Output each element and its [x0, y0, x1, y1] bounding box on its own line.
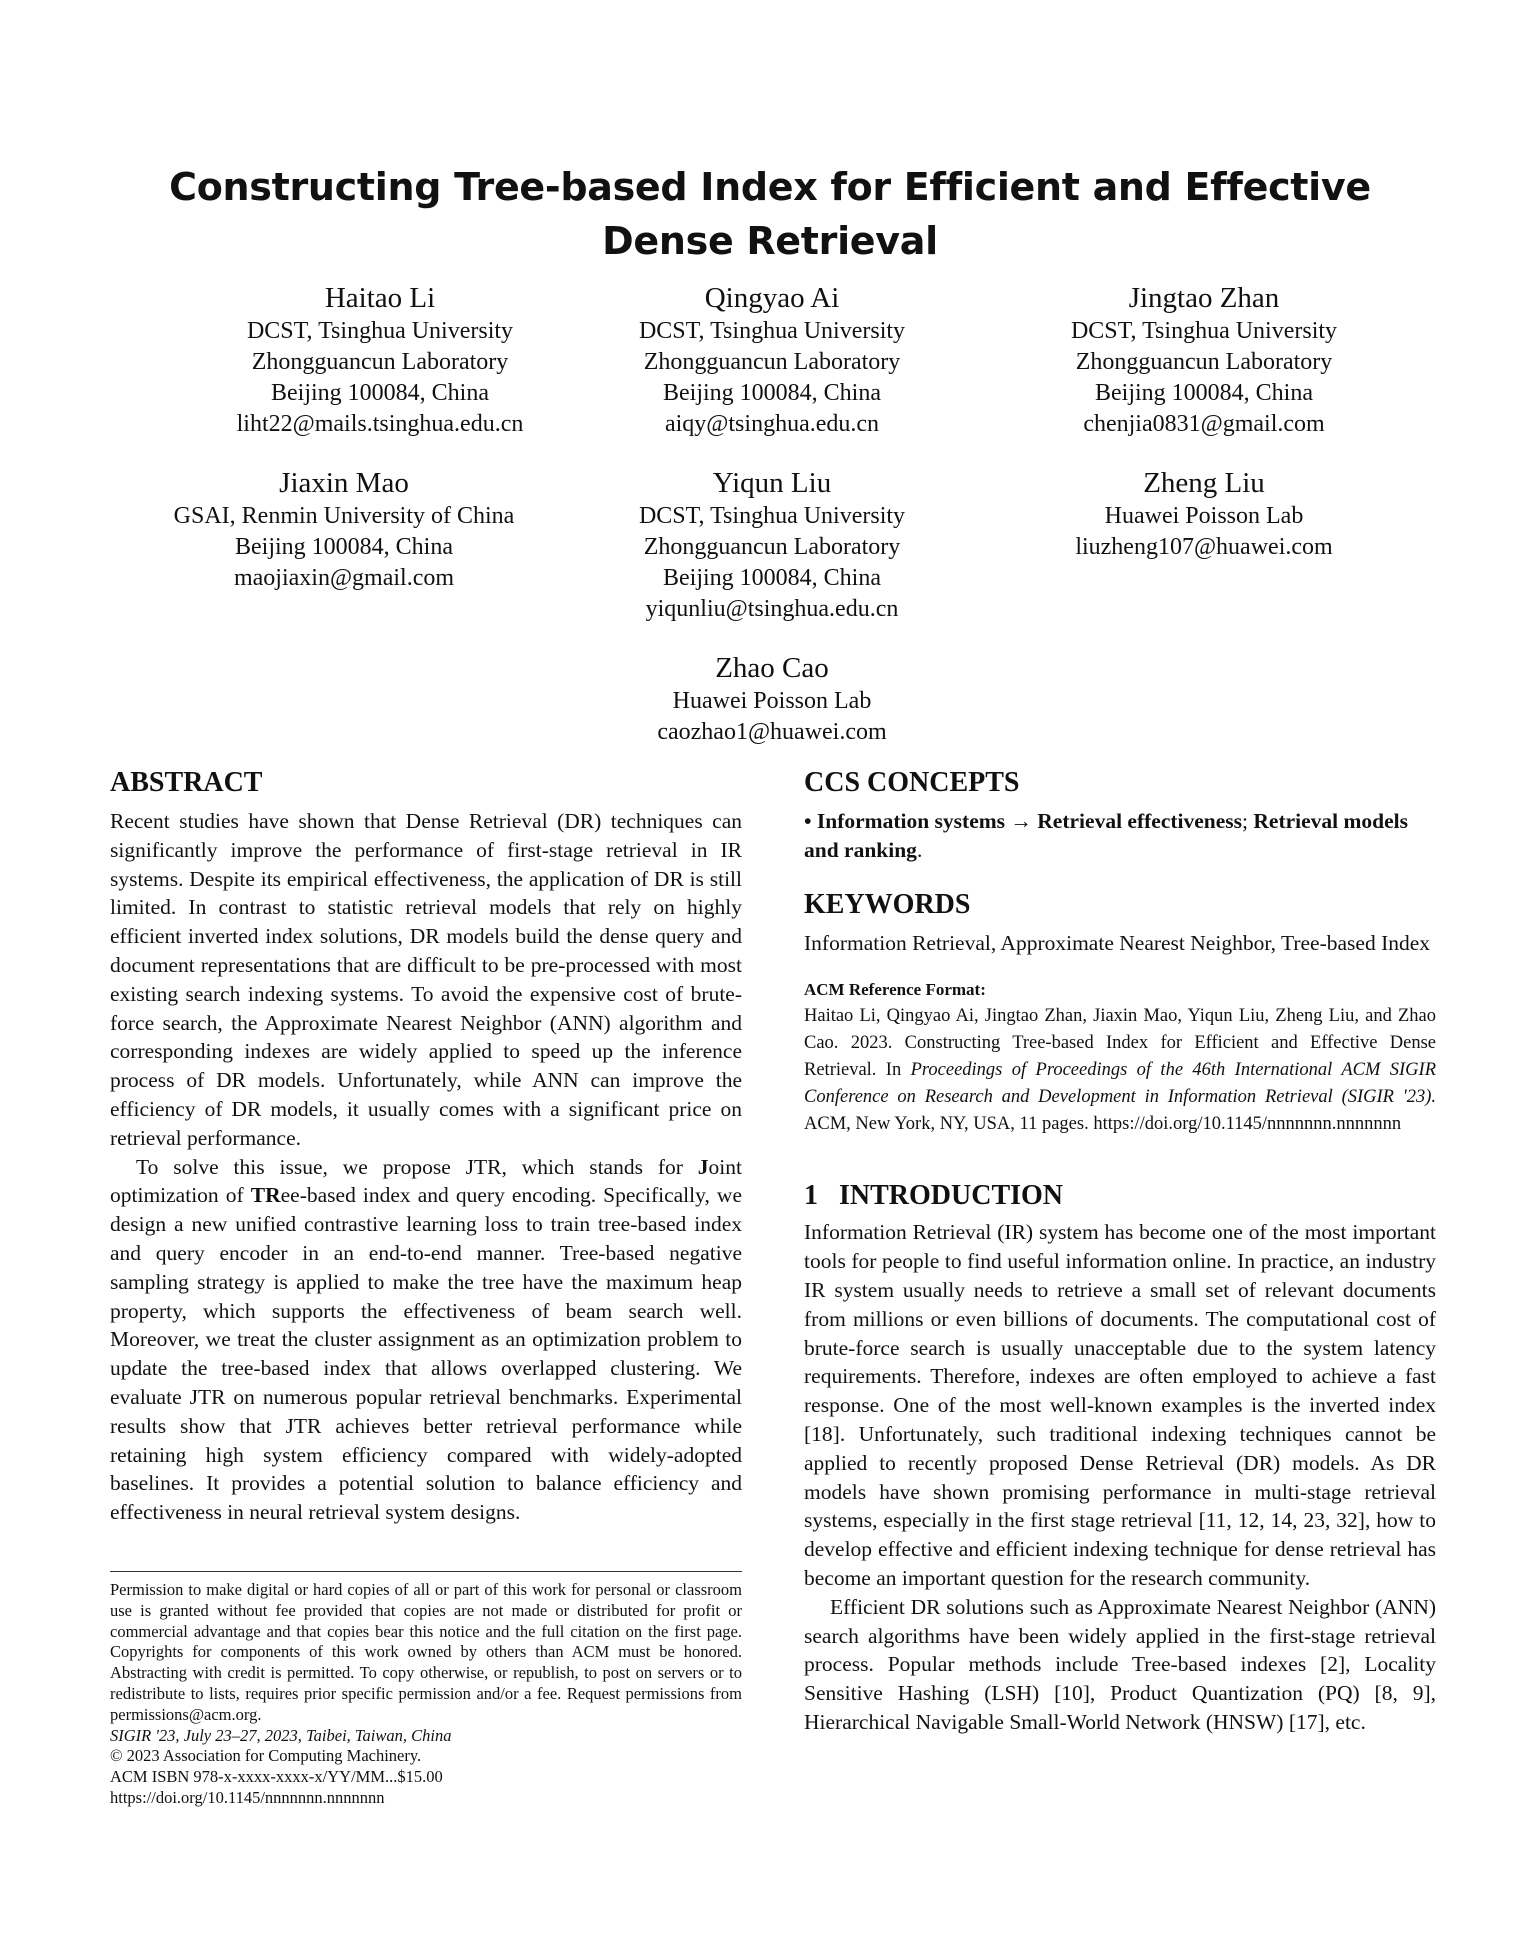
author-name: Jiaxin Mao: [279, 467, 409, 499]
emphasis: J: [697, 1154, 709, 1179]
emphasis: TR: [250, 1183, 281, 1208]
author-affiliation: DCST, Tsinghua University: [1070, 318, 1338, 344]
author-block: [124, 465, 564, 594]
author-name: Qingyao Ai: [704, 282, 840, 314]
author-block: [984, 465, 1424, 563]
keywords-heading: KEYWORDS: [804, 888, 971, 920]
reference-label: ACM Reference Format:: [804, 980, 986, 1000]
doi-line: https://doi.org/10.1145/nnnnnnn.nnnnnnn: [110, 1787, 385, 1807]
author-affiliation: DCST, Tsinghua University: [638, 318, 906, 344]
permission-footnote: [110, 1580, 742, 1809]
text-run: Retrieval models and ranking: [804, 809, 1409, 862]
author-email: aiqy@tsinghua.edu.cn: [664, 411, 880, 437]
author-address: Beijing 100084, China: [271, 380, 489, 406]
author-email: caozhao1@huawei.com: [657, 719, 887, 745]
text-run: Retrieval effectiveness: [1037, 809, 1243, 833]
text-run: Information systems: [816, 809, 1006, 833]
author-affiliation: Zhongguancun Laboratory: [643, 534, 901, 560]
intro-paragraph: Information Retrieval (IR) system has become one of the most important tools for people to find useful information online. In practice, an industry IR system usually needs to retrieve a small set of relevant documents from millions or even billions of documents. The computational cost of brute-force search is usually unacceptable due to the system latency requirements. Therefore, indexes are often employed to achieve a fast response. One of the most well-known examples is the inverted index [18]. Unfortunately, such traditional indexing techniques cannot be applied to recently proposed Dense Retrieval (DR) models. As DR models have shown promising performance in multi-stage retrieval systems, especially in the first stage retrieval [11, 12, 14, 23, 32], how to develop effective and efficient indexing technique for dense retrieval has become an important question for the research community.: [804, 1220, 1436, 1590]
author-address: Beijing 100084, China: [663, 565, 881, 591]
isbn-line: ACM ISBN 978-x-xxxx-xxxx-x/YY/MM...$15.00: [110, 1767, 443, 1787]
author-affiliation: Huawei Poisson Lab: [672, 688, 872, 714]
text-run: ;: [1242, 809, 1254, 833]
author-affiliation: Zhongguancun Laboratory: [1075, 349, 1333, 375]
intro-paragraph: Efficient DR solutions such as Approximate Nearest Neighbor (ANN) search algorithms have been widely applied in the first-stage retrieval process. Popular methods include Tree-based indexes [2], Locality Sensitive Hashing (LSH) [10], Product Quantization (PQ) [8, 9], Hierarchical Navigable Small-World Network (HNSW) [17], etc.: [804, 1594, 1436, 1734]
author-affiliation: Zhongguancun Laboratory: [251, 349, 509, 375]
paper-title: Constructing Tree-based Index for Efficient and Effective Dense Retrieval: [169, 165, 1371, 263]
text-run: •: [804, 809, 817, 833]
permission-text: Permission to make digital or hard copies of all or part of this work for personal or classroom use is granted without fee provided that copies are not made or distributed for profit or commercial advantage and that copies bear this notice and the full citation on the first page. Copyrights for components of this work owned by others than ACM must be honored. Abstracting with credit is permitted. To copy otherwise, or republish, to post on servers or to redistribute to lists, requires prior specific permission and/or a fee. Request permissions from permissions@acm.org.: [110, 1580, 742, 1724]
author-name: Haitao Li: [324, 282, 436, 314]
text-run: →: [1005, 809, 1038, 833]
ccs-concepts: [804, 807, 1436, 865]
text-run: oint optimization of: [110, 1154, 742, 1208]
author-block: [984, 280, 1424, 440]
abstract-paragraph: Recent studies have shown that Dense Retrieval (DR) techniques can significantly improve the performance of first-stage retrieval in IR systems. Despite its empirical effectiveness, the application of DR is still limited. In contrast to statistic retrieval models that rely on highly efficient inverted index solutions, DR models build the dense query and document representations that are difficult to be pre-processed with most existing search indexing systems. To avoid the expensive cost of brute-force search, the Approximate Nearest Neighbor (ANN) algorithm and corresponding indexes are widely applied to speed up the inference process of DR models. Unfortunately, while ANN can improve the efficiency of DR models, it usually comes with a significant price on retrieval performance.: [110, 809, 742, 1150]
text-run: Haitao Li, Qingyao Ai, Jingtao Zhan, Jiaxin Mao, Yiqun Liu, Zheng Liu, and Zhao Cao. 2023. Constructing Tree-based Index for Efficient and Effective Dense Retrieval. In: [804, 1006, 1436, 1081]
author-email: liuzheng107@huawei.com: [1075, 534, 1333, 560]
reference-text: [804, 1003, 1436, 1138]
text-run: ACM, New York, NY, USA, 11 pages. https://doi.org/10.1145/nnnnnnn.nnnnnnn: [804, 1114, 1402, 1135]
author-address: Beijing 100084, China: [235, 534, 453, 560]
text-run: Proceedings of Proceedings of the 46th International ACM SIGIR Conference on Research and Development in Information Retrieval (SIGIR '23).: [804, 1060, 1436, 1108]
author-block: [552, 280, 992, 440]
author-block: [552, 650, 992, 748]
author-block: [160, 280, 600, 440]
author-email: yiqunliu@tsinghua.edu.cn: [645, 596, 899, 622]
author-block: [552, 465, 992, 625]
author-name: Zhao Cao: [715, 652, 829, 684]
abstract-paragraph: [110, 1153, 742, 1527]
author-name: Jingtao Zhan: [1128, 282, 1280, 314]
author-affiliation: DCST, Tsinghua University: [638, 503, 906, 529]
author-affiliation: DCST, Tsinghua University: [246, 318, 514, 344]
introduction-heading: 1 INTRODUCTION: [804, 1180, 1064, 1212]
author-name: Yiqun Liu: [712, 467, 832, 499]
text-run: To solve this issue, we propose JTR, which stands for: [136, 1154, 698, 1179]
abstract-heading: ABSTRACT: [110, 767, 263, 798]
abstract-section: [110, 765, 742, 1527]
ccs-heading: CCS CONCEPTS: [804, 767, 1020, 798]
author-affiliation: Huawei Poisson Lab: [1104, 503, 1304, 529]
author-address: Beijing 100084, China: [663, 380, 881, 406]
author-name: Zheng Liu: [1143, 467, 1265, 499]
text-run: .: [916, 837, 923, 862]
conference-line: SIGIR '23, July 23–27, 2023, Taibei, Taiwan, China: [110, 1725, 452, 1745]
footnote-rule: [110, 1571, 742, 1572]
author-affiliation: GSAI, Renmin University of China: [173, 503, 515, 529]
author-affiliation: Zhongguancun Laboratory: [643, 349, 901, 375]
author-email: maojiaxin@gmail.com: [233, 565, 455, 591]
author-email: liht22@mails.tsinghua.edu.cn: [236, 411, 524, 437]
right-column: [804, 765, 1436, 1737]
author-address: Beijing 100084, China: [1095, 380, 1313, 406]
text-run: ee-based index and query encoding. Specifically, we design a new unified contrastive learning loss to train tree-based index and query encoder in an end-to-end manner. Tree-based negative sampling strategy is applied to make the tree have the maximum heap property, which supports the effectiveness of beam search well. Moreover, we treat the cluster assignment as an optimization problem to update the tree-based index that allows overlapped clustering. We evaluate JTR on numerous popular retrieval benchmarks. Experimental results show that JTR achieves better retrieval performance while retaining high system efficiency compared with widely-adopted baselines. It provides a potential solution to balance efficiency and effectiveness in neural retrieval system designs.: [110, 1183, 742, 1525]
keywords-text: Information Retrieval, Approximate Nearest Neighbor, Tree-based Index: [804, 930, 1431, 955]
author-email: chenjia0831@gmail.com: [1083, 411, 1325, 437]
copyright-line: © 2023 Association for Computing Machinery.: [110, 1746, 422, 1766]
